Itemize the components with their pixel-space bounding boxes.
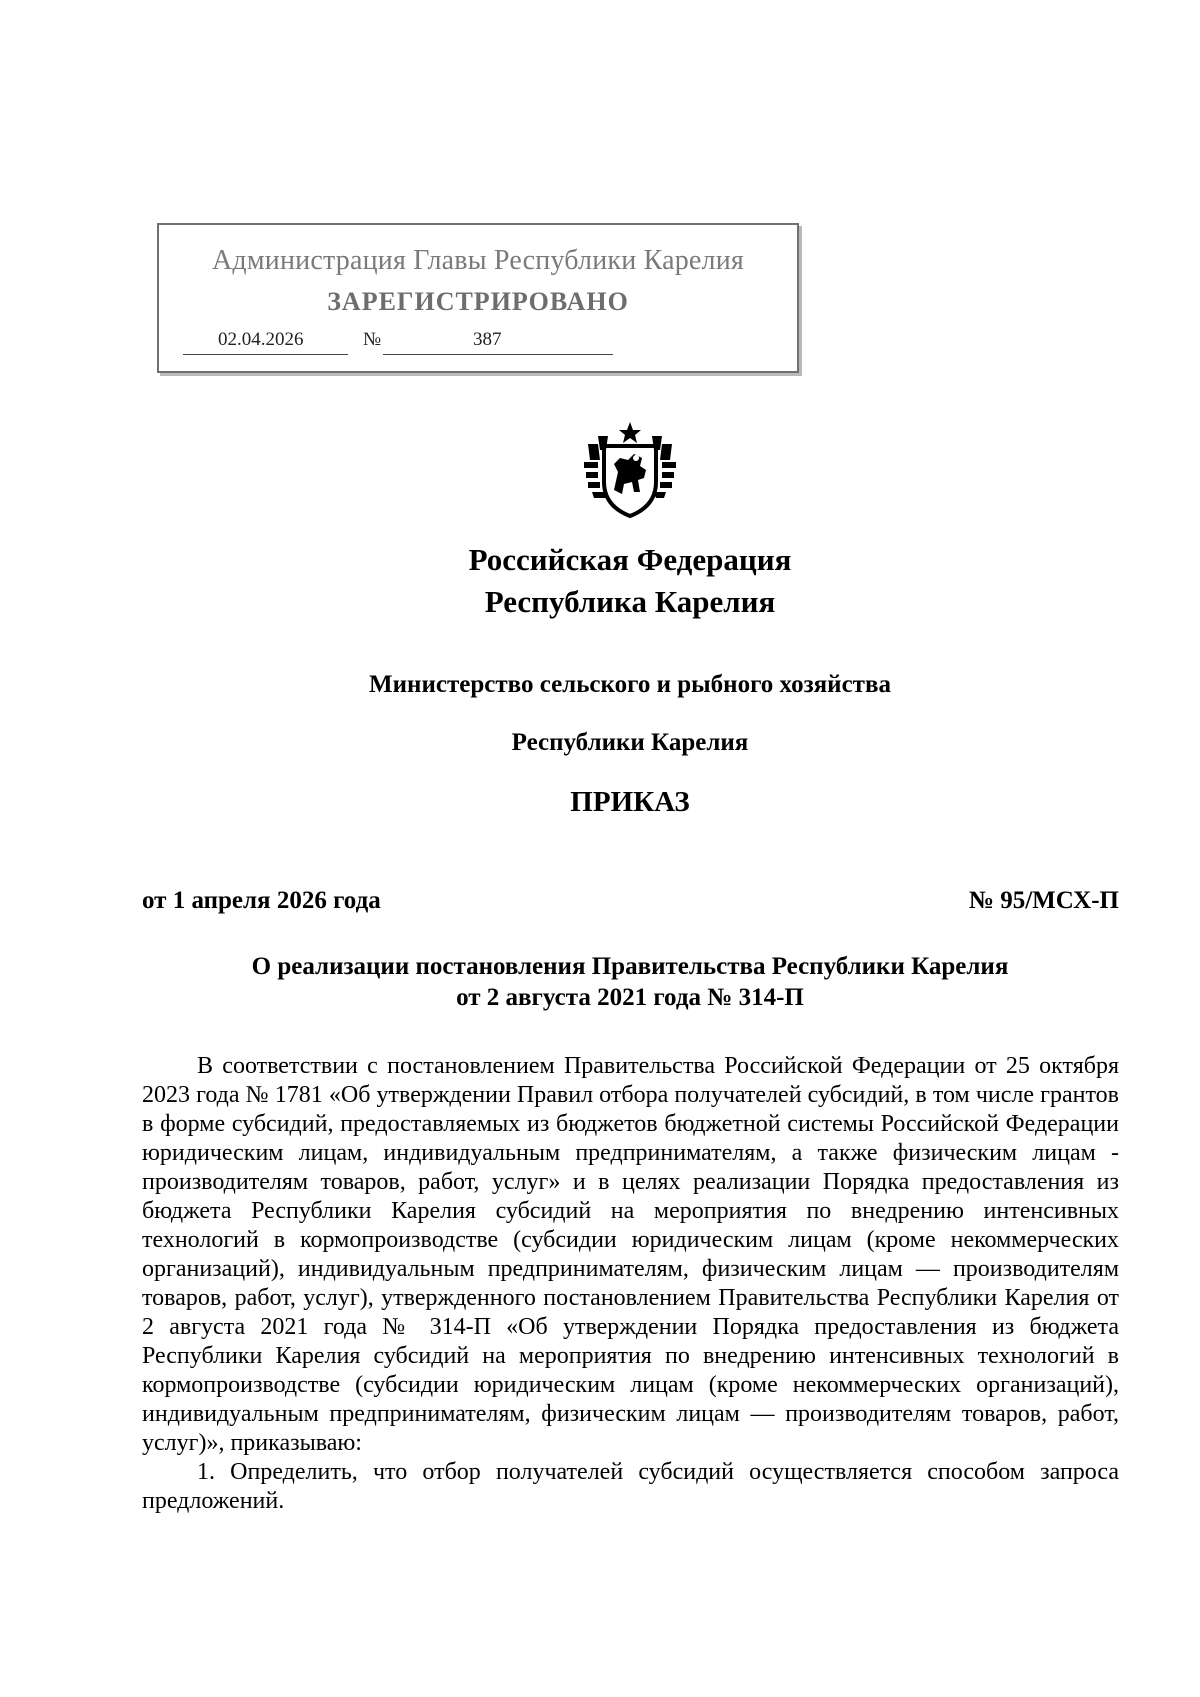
order-number: № 95/МСХ-П [968, 887, 1119, 914]
ministry-region: Республики Карелия [511, 729, 749, 756]
document-title [0, 951, 1200, 1013]
stamp-number-sign: № [363, 329, 382, 350]
title-line-1: О реализации постановления Правительства Республики Карелия [251, 953, 1009, 980]
document-type: ПРИКАЗ [570, 786, 690, 818]
registration-stamp [157, 223, 799, 373]
title-line-2: от 2 августа 2021 года № 314-П [456, 984, 804, 1011]
document-body [142, 1052, 1119, 1516]
order-date: от 1 апреля 2026 года [142, 887, 381, 914]
country-heading: Российская Федерация [468, 542, 792, 577]
stamp-authority: Администрация Главы Республики Карелия [212, 245, 744, 276]
body-paragraph-2: 1. Определить, что отбор получателей субсидий осуществляется способом запроса предложений. [142, 1459, 1119, 1514]
karelia-coat-of-arms-icon [578, 420, 682, 520]
republic-heading: Республика Карелия [484, 584, 776, 619]
stamp-number: 387 [473, 329, 502, 350]
body-paragraph-1: В соответствии с постановлением Правительства Российской Федерации от 25 октября 2023 года № 1781 «Об утверждении Правил отбора получателей субсидий, в том числе грантов в форме субсидий, предоставляемых из бюджетов бюджетной системы Российской Федерации юридическим лицам, индивидуальным предпринимателям, а также физическим лицам - производителям товаров, работ, услуг» и в целях реализации Порядка предоставления из бюджета Республики Карелия субсидий на мероприятия по внедрению интенсивных технологий в кормопроизводстве (субсидии юридическим лицам (кроме некоммерческих организаций), индивидуальным предпринимателям, физическим лицам — производителям товаров, работ, услуг), утвержденного постановлением Правительства Республики Карелия от 2 августа 2021 года № 314-П «Об утверждении Порядка предоставления из бюджета Республики Карелия субсидий на мероприятия по внедрению интенсивных технологий в кормопроизводстве (субсидии юридическим лицам (кроме некоммерческих организаций), индивидуальным предпринимателям, физическим лицам — производителям товаров, работ, услуг)», приказываю: [142, 1053, 1119, 1456]
ministry-name: Министерство сельского и рыбного хозяйства [369, 671, 891, 698]
stamp-date: 02.04.2026 [218, 329, 304, 350]
stamp-registration-line [183, 329, 613, 355]
stamp-registered-label: ЗАРЕГИСТРИРОВАНО [327, 287, 629, 316]
